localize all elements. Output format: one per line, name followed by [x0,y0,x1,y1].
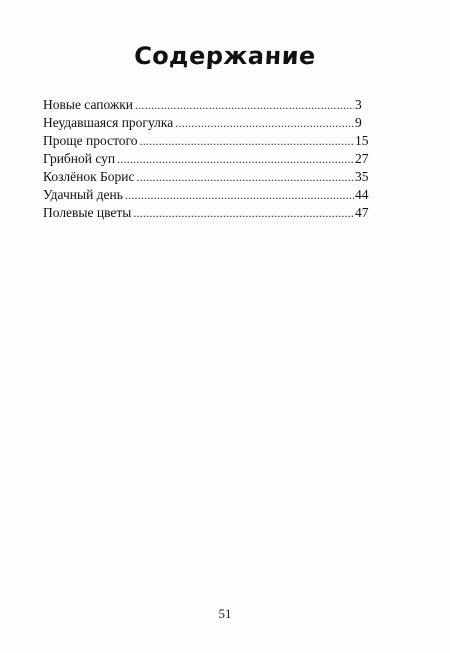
toc-entry [43,168,379,186]
toc-entry [43,204,379,222]
toc-entry-title: Полевые цветы [43,205,132,220]
toc-entry-page: 3 [355,97,362,112]
toc-entry [43,96,379,114]
toc-entry-page: 35 [355,169,369,184]
toc-entry-title: Проще простого [43,133,138,148]
page-title: Содержание [133,42,317,70]
toc-entry-page: 44 [355,187,369,202]
dot-leader [135,97,354,114]
toc-entry-title: Новые сапожки [43,97,134,112]
dot-leader [140,133,355,150]
toc-entry [43,150,379,168]
page-number: 51 [218,606,232,621]
toc-entry-title: Грибной суп [43,151,116,166]
toc-entry-page: 9 [355,115,362,130]
dot-leader [117,151,354,168]
toc-entry-page: 15 [355,133,369,148]
toc-entry [43,114,379,132]
table-of-contents [43,96,379,222]
dot-leader [125,187,354,204]
toc-entry-title: Козлёнок Борис [43,169,135,184]
toc-entry-title: Удачный день [43,187,123,202]
toc-entry [43,186,379,204]
toc-entry-page: 47 [355,205,369,220]
dot-leader [175,115,354,132]
toc-entry-title: Неудавшаяся прогулка [43,115,174,130]
dot-leader [133,205,354,222]
toc-entry [43,132,379,150]
toc-entry-page: 27 [355,151,369,166]
dot-leader [137,169,354,186]
